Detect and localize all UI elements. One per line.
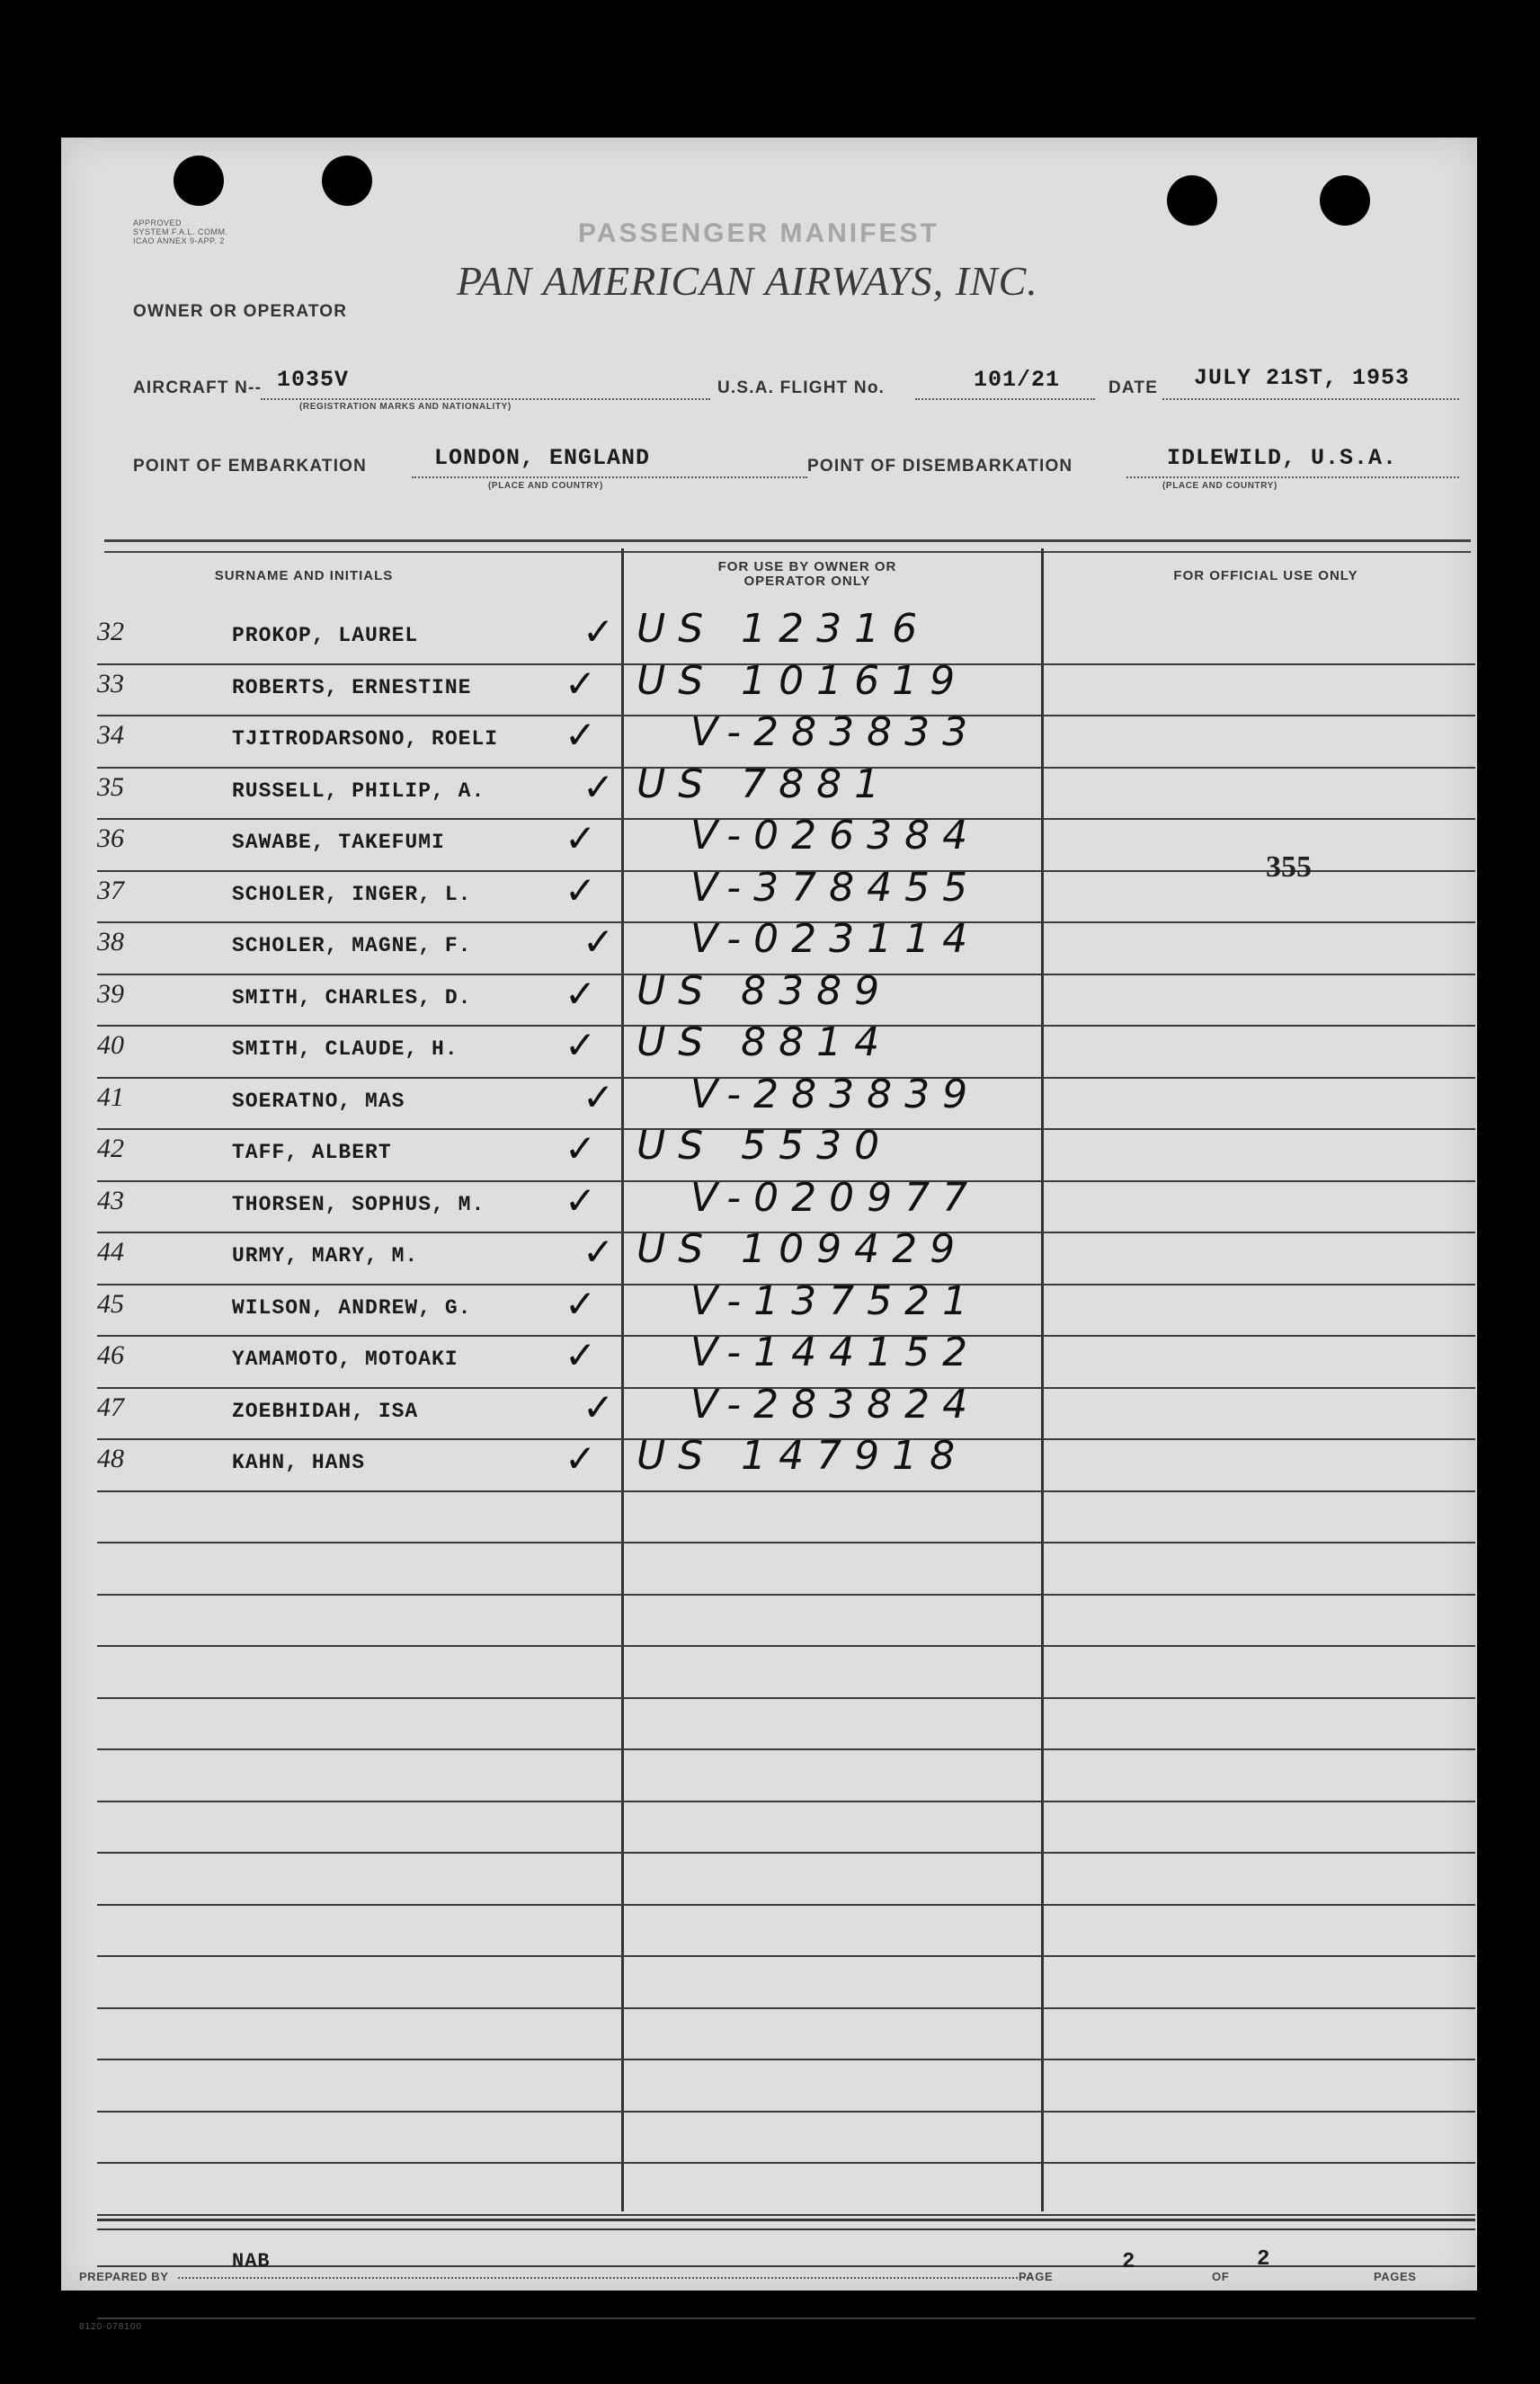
document-number: V-283839 [690,1071,981,1117]
table-rule [97,1904,1475,1906]
row-number: 48 [97,1444,124,1473]
punch-hole [1320,175,1370,226]
check-mark: ✓ [583,920,615,964]
row-number: 47 [97,1392,124,1422]
check-mark: ✓ [583,609,615,654]
document-number: US 147918 [636,1433,968,1479]
document-number: V-378455 [690,864,981,911]
passenger-name: SAWABE, TAKEFUMI [232,831,445,854]
passenger-name: SCHOLER, INGER, L. [232,882,472,906]
flight-label: U.S.A. FLIGHT No. [717,378,886,397]
date-line [1162,398,1459,400]
disembark-note: (PLACE AND COUNTRY) [1162,481,1277,491]
passenger-name: URMY, MARY, M. [232,1244,419,1268]
document-number: US 8814 [636,1019,893,1065]
row-number: 46 [97,1340,124,1370]
document-number: US 7881 [636,761,893,807]
prepared-label: PREPARED BY [79,2270,169,2283]
passenger-name: ZOEBHIDAH, ISA [232,1399,419,1423]
company-name: PAN AMERICAN AIRWAYS, INC. [457,258,1038,304]
check-mark: ✓ [565,816,597,860]
page-label: PAGE [1019,2270,1054,2283]
table-rule [97,1955,1475,1957]
check-mark: ✓ [565,661,597,706]
table-rule [97,2111,1475,2113]
document-number: V-144152 [690,1330,981,1375]
check-mark: ✓ [565,971,597,1016]
document-number: US 101619 [636,657,968,704]
disembark-line [1126,476,1459,478]
aircraft-line [261,398,710,400]
of-label: OF [1212,2270,1230,2283]
passenger-name: SCHOLER, MAGNE, F. [232,934,472,957]
passenger-name: WILSON, ANDREW, G. [232,1295,472,1320]
row-number: 39 [97,978,124,1009]
punch-hole [322,156,372,206]
approval-line: SYSTEM F.A.L. COMM. [133,227,228,236]
table-bottom-rule [97,2219,1475,2230]
passenger-name: TAFF, ALBERT [232,1141,392,1164]
col-header-names: SURNAME AND INITIALS [214,568,394,583]
pages-label: PAGES [1374,2270,1417,2283]
table-top-rule [104,539,1471,553]
passenger-name: ROBERTS, ERNESTINE [232,675,472,699]
row-number: 37 [97,875,124,905]
table-rule [97,1748,1475,1750]
table-rule [97,1490,1475,1492]
document-number: US 5530 [636,1123,893,1169]
document-number: V-020977 [690,1174,981,1221]
document-number: V-137521 [690,1277,981,1324]
aircraft-note: (REGISTRATION MARKS AND NATIONALITY) [299,402,512,412]
check-mark: ✓ [565,1437,597,1481]
row-number: 34 [97,720,124,750]
check-mark: ✓ [583,1384,615,1429]
table-rule [97,2317,1475,2319]
prepared-line [178,2277,1032,2279]
flight-line [915,398,1095,400]
check-mark: ✓ [583,764,615,809]
table-rule [97,1542,1475,1543]
table-rule [97,2162,1475,2164]
check-mark: ✓ [565,1023,597,1067]
manifest-sheet [61,138,1477,2332]
embark-note: (PLACE AND COUNTRY) [488,481,603,491]
document-number: US 12316 [636,606,930,652]
table-rule [97,1645,1475,1647]
passenger-name: TJITRODARSONO, ROELI [232,727,499,751]
row-number: 35 [97,771,124,802]
passenger-name: RUSSELL, PHILIP, A. [232,778,485,803]
row-number: 32 [97,617,124,646]
column-divider [1041,548,1044,2211]
table-rule [97,1852,1475,1854]
check-mark: ✓ [565,1333,597,1377]
passenger-name: THORSEN, SOPHUS, M. [232,1192,485,1216]
row-number: 45 [97,1288,124,1319]
prepared-value: NAB [232,2250,271,2273]
passenger-name: YAMAMOTO, MOTOAKI [232,1348,458,1371]
table-rule [97,1801,1475,1802]
disembark-label: POINT OF DISEMBARKATION [807,457,1073,476]
passenger-name: SMITH, CHARLES, D. [232,985,472,1010]
embark-label: POINT OF EMBARKATION [133,457,368,476]
document-number: US 109429 [636,1226,968,1272]
row-number: 33 [97,668,124,698]
passenger-name: SOERATNO, MAS [232,1089,405,1113]
row-number: 36 [97,823,124,853]
punch-hole [174,156,224,206]
embark-value: LONDON, ENGLAND [434,445,651,471]
row-number: 43 [97,1185,124,1215]
table-rule [97,1594,1475,1596]
col-header-official: FOR OFFICIAL USE ONLY [1173,568,1358,583]
document-number: US 8389 [636,967,893,1014]
owner-label: OWNER OR OPERATOR [133,302,348,321]
table-rule [97,1697,1475,1699]
embark-line [412,476,807,478]
table-rule [97,2214,1475,2216]
form-title: PASSENGER MANIFEST [578,218,939,248]
document-number: V-283833 [690,709,981,755]
row-number: 44 [97,1237,124,1267]
check-mark: ✓ [565,867,597,912]
passenger-name: PROKOP, LAUREL [232,624,419,647]
approval-line: APPROVED [133,218,182,227]
table-rule [97,2059,1475,2060]
page-value: 2 [1122,2250,1136,2274]
document-number: V-283824 [690,1381,981,1428]
table-rule [97,2007,1475,2009]
document-number: V-023114 [690,916,981,962]
col-header-owner: FOR USE BY OWNER OR OPERATOR ONLY [717,559,897,589]
disembark-value: IDLEWILD, U.S.A. [1167,445,1398,471]
aircraft-label: AIRCRAFT N-- [133,378,263,397]
check-mark: ✓ [565,1281,597,1326]
date-label: DATE [1108,378,1159,397]
passenger-name: SMITH, CLAUDE, H. [232,1037,458,1061]
of-value: 2 [1257,2247,1271,2272]
margin-note: 355 [1266,850,1312,884]
flight-value: 101/21 [974,367,1061,393]
form-code: 8120-078100 [79,2322,142,2332]
passenger-name: KAHN, HANS [232,1451,366,1474]
document-number: V-026384 [690,813,981,858]
check-mark: ✓ [565,1178,597,1223]
approval-line: ICAO ANNEX 9-APP. 2 [133,236,225,245]
column-divider [621,548,624,2211]
row-number: 38 [97,927,124,956]
check-mark: ✓ [583,1230,615,1274]
approval-stamp [133,218,313,245]
date-value: JULY 21ST, 1953 [1194,365,1411,391]
check-mark: ✓ [565,713,597,757]
check-mark: ✓ [583,1074,615,1119]
row-number: 42 [97,1134,124,1163]
row-number: 41 [97,1081,124,1112]
check-mark: ✓ [565,1126,597,1170]
punch-hole [1167,175,1217,226]
aircraft-value: 1035V [277,367,350,393]
row-number: 40 [97,1030,124,1060]
